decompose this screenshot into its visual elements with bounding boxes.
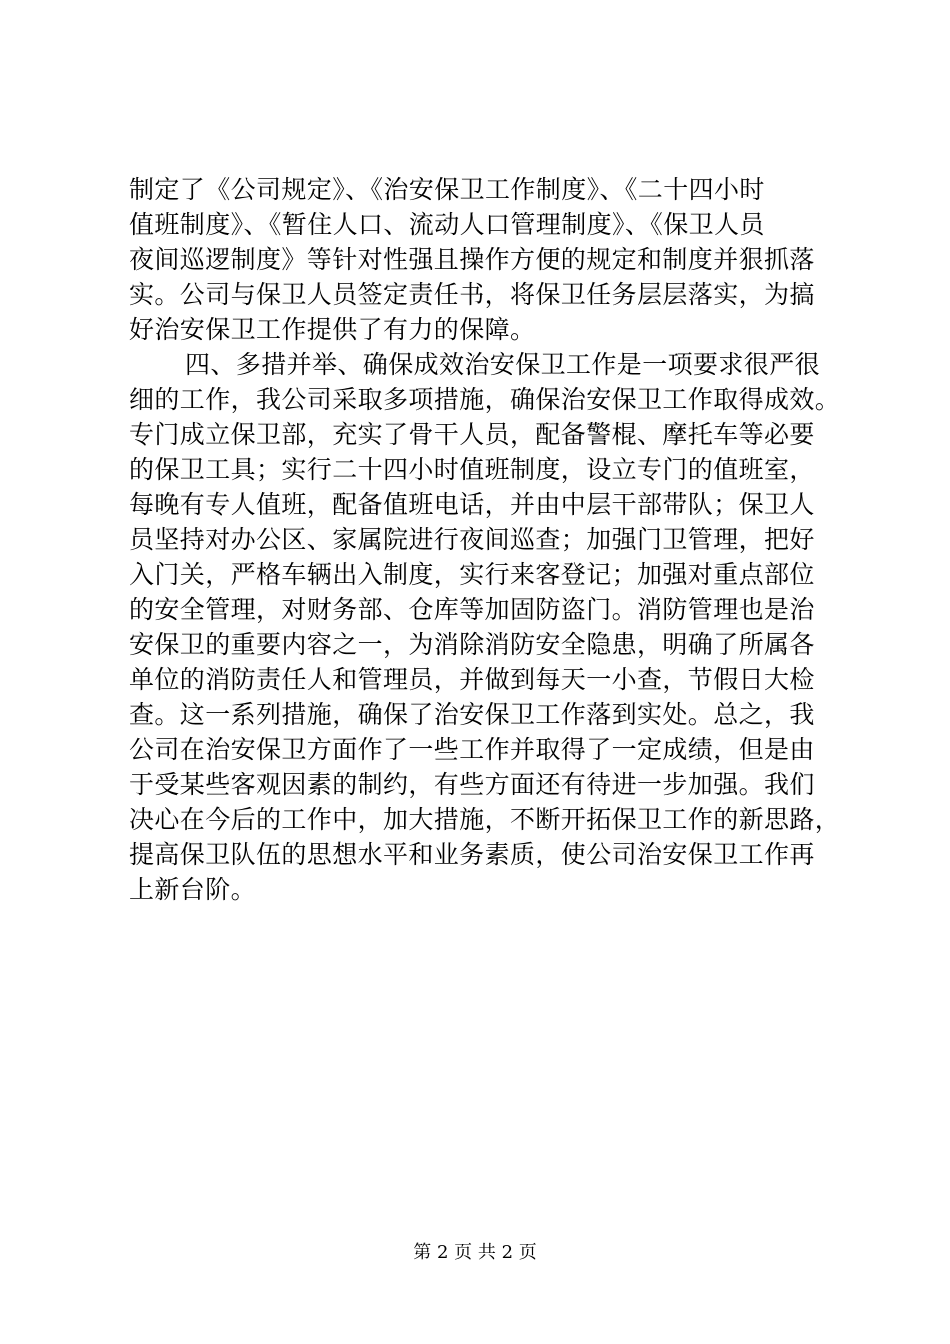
paragraph-start-line: 四、多措并举、确保成效治安保卫工作是一项要求很严很 [185,350,821,379]
text-line: 于受某些客观因素的制约，有些方面还有待进一步加强。我们 [129,770,815,799]
text-line: 员坚持对办公区、家属院进行夜间巡查；加强门卫管理，把好 [129,525,815,554]
page-number-footer: 第 2 页 共 2 页 [413,1242,537,1263]
text-line: 夜间巡逻制度》等针对性强且操作方便的规定和制度并狠抓落 [129,245,815,274]
text-line: 入门关，严格车辆出入制度，实行来客登记；加强对重点部位 [129,560,815,589]
text-line: 决心在今后的工作中，加大措施，不断开拓保卫工作的新思路， [129,805,841,834]
text-line: 值班制度》、《暂住人口、流动人口管理制度》、《保卫人员 [129,210,765,239]
text-line: 好治安保卫工作提供了有力的保障。 [129,315,536,344]
text-line: 制定了《公司规定》、《治安保卫工作制度》、《二十四小时 [129,175,765,204]
document-body [129,172,849,907]
text-line: 专门成立保卫部，充实了骨干人员，配备警棍、摩托车等必要 [129,420,815,449]
text-line: 上新台阶。 [129,875,257,904]
text-line: 单位的消防责任人和管理员，并做到每天一小查，节假日大检 [129,665,815,694]
text-line: 细的工作，我公司采取多项措施，确保治安保卫工作取得成效。 [129,385,841,414]
text-line: 安保卫的重要内容之一，为消除消防安全隐患，明确了所属各 [129,630,815,659]
text-line: 提高保卫队伍的思想水平和业务素质，使公司治安保卫工作再 [129,840,815,869]
text-line: 的安全管理，对财务部、仓库等加固防盗门。消防管理也是治 [129,595,815,624]
text-line: 的保卫工具；实行二十四小时值班制度，设立专门的值班室， [129,455,815,484]
text-line: 公司在治安保卫方面作了一些工作并取得了一定成绩，但是由 [129,735,815,764]
text-line: 每晚有专人值班，配备值班电话，并由中层干部带队；保卫人 [129,490,815,519]
text-line: 实。公司与保卫人员签定责任书，将保卫任务层层落实，为搞 [129,280,815,309]
text-line: 查。这一系列措施，确保了治安保卫工作落到实处。总之，我 [129,700,815,729]
